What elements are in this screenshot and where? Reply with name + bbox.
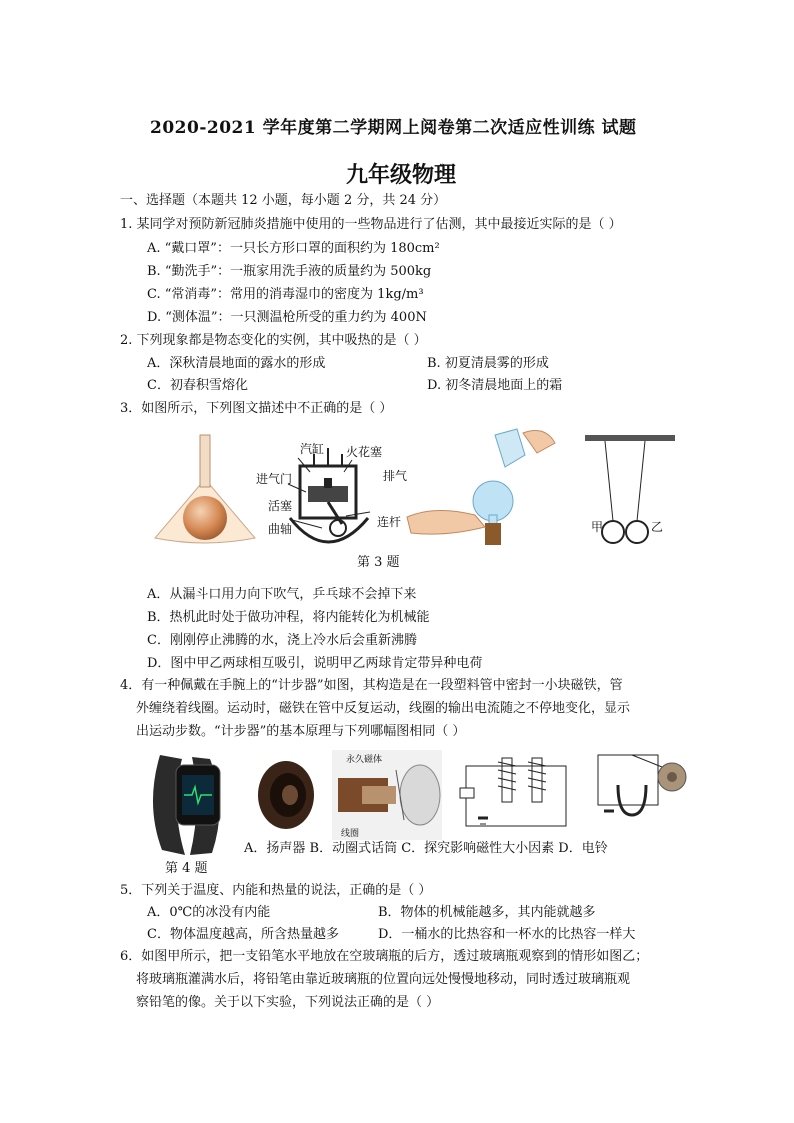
label-piston: 活塞 (268, 499, 293, 513)
question-3-option-d: D．图中甲乙两球相互吸引，说明甲乙两球肯定带异种电荷 (147, 656, 483, 671)
question-2-option-d: D. 初冬清晨地面上的霜 (427, 378, 563, 393)
question-1-stem: 1. 某同学对预防新冠肺炎措施中使用的一些物品进行了估测，其中最接近实际的是（ ） (120, 217, 622, 232)
hanging-balls-figure (585, 435, 675, 555)
question-1-option-a: A. “戴口罩”：一只长方形口罩的面积约为 180cm² (147, 241, 440, 256)
exam-title: 2020-2021 学年度第二学期网上阅卷第二次适应性训练 试题 (150, 118, 637, 138)
page-title: 九年级物理 (346, 163, 457, 188)
question-4-stem-line-1: 4．有一种佩戴在手腕上的“计步器”如图，其构造是在一段塑料管中密封一小块磁铁，管 (120, 678, 623, 693)
electromagnet-figure (458, 748, 578, 838)
label-jia: 甲 (591, 520, 604, 534)
question-3-option-b: B．热机此时处于做功冲程，将内能转化为机械能 (147, 610, 430, 625)
question-6-stem-line-3: 察铅笔的像。关于以下实验，下列说法正确的是（ ） (136, 995, 440, 1010)
question-2-option-b: B. 初夏清晨雾的形成 (427, 356, 549, 371)
question-6-stem-line-1: 6．如图甲所示，把一支铅笔水平地放在空玻璃瓶的后方，透过玻璃瓶观察到的情形如图乙； (120, 949, 649, 964)
question-5-option-d: D．一桶水的比热容和一杯水的比热容一样大 (378, 927, 636, 942)
question-3-caption: 第 3 题 (357, 555, 400, 570)
label-yi: 乙 (651, 520, 664, 534)
pedometer-band-figure (140, 745, 240, 860)
question-5-stem: 5．下列关于温度、内能和热量的说法，正确的是（ ） (120, 883, 432, 898)
question-2-option-c: C．初春积雪熔化 (147, 378, 248, 393)
question-5-option-b: B．物体的机械能越多，其内能就越多 (378, 905, 596, 920)
label-spark-plug: 火花塞 (346, 445, 383, 459)
question-4-stem-line-2: 外缠绕着线圈。运动时，磁铁在管中反复运动，线圈的输出电流随之不停地变化，显示 (136, 701, 631, 716)
label-magnet: 永久磁体 (346, 755, 383, 765)
question-5-option-a: A．0℃的冰没有内能 (147, 905, 271, 920)
electric-bell-figure (592, 745, 692, 835)
engine-stroke-figure (250, 436, 410, 556)
speaker-figure (250, 755, 320, 835)
section-heading: 一、选择题（本题共 12 小题，每小题 2 分，共 24 分） (120, 193, 447, 208)
label-rod: 连杆 (377, 515, 402, 529)
label-exhaust: 排气 (383, 469, 408, 483)
question-4-stem-line-3: 出运动步数。“计步器”的基本原理与下列哪幅图相同（ ） (136, 724, 466, 739)
question-1-option-c: C. “常消毒”：常用的消毒湿巾的密度为 1kg/m³ (147, 287, 424, 302)
question-3-option-a: A．从漏斗口用力向下吹气，乒乓球不会掉下来 (147, 587, 417, 602)
label-cylinder: 汽缸 (300, 442, 325, 456)
boiling-flask-figure (405, 425, 565, 555)
question-6-stem-line-2: 将玻璃瓶灌满水后，将铅笔由靠近玻璃瓶的位置向远处慢慢地移动，同时透过玻璃瓶观 (136, 972, 631, 987)
question-2-option-a: A．深秋清晨地面的露水的形成 (147, 356, 326, 371)
label-intake: 进气门 (256, 472, 293, 486)
funnel-ball-figure (150, 430, 260, 550)
question-5-option-c: C．物体温度越高，所含热量越多 (147, 927, 339, 942)
label-coil: 线圈 (341, 829, 360, 839)
question-1-option-d: D. “测体温”：一只测温枪所受的重力约为 400N (147, 310, 427, 325)
question-1-option-b: B. “勤洗手”：一瓶家用洗手液的质量约为 500kg (147, 264, 432, 279)
question-4-caption: 第 4 题 (165, 861, 208, 876)
question-3-option-c: C．刚刚停止沸腾的水，浇上冷水后会重新沸腾 (147, 633, 417, 648)
question-4-options: A．扬声器 B．动圈式话筒 C．探究影响磁性大小因素 D．电铃 (244, 841, 608, 856)
question-2-stem: 2. 下列现象都是物态变化的实例，其中吸热的是（ ） (120, 333, 427, 348)
question-3-stem: 3．如图所示，下列图文描述中不正确的是（ ） (120, 401, 393, 416)
label-crankshaft: 曲轴 (268, 522, 293, 536)
